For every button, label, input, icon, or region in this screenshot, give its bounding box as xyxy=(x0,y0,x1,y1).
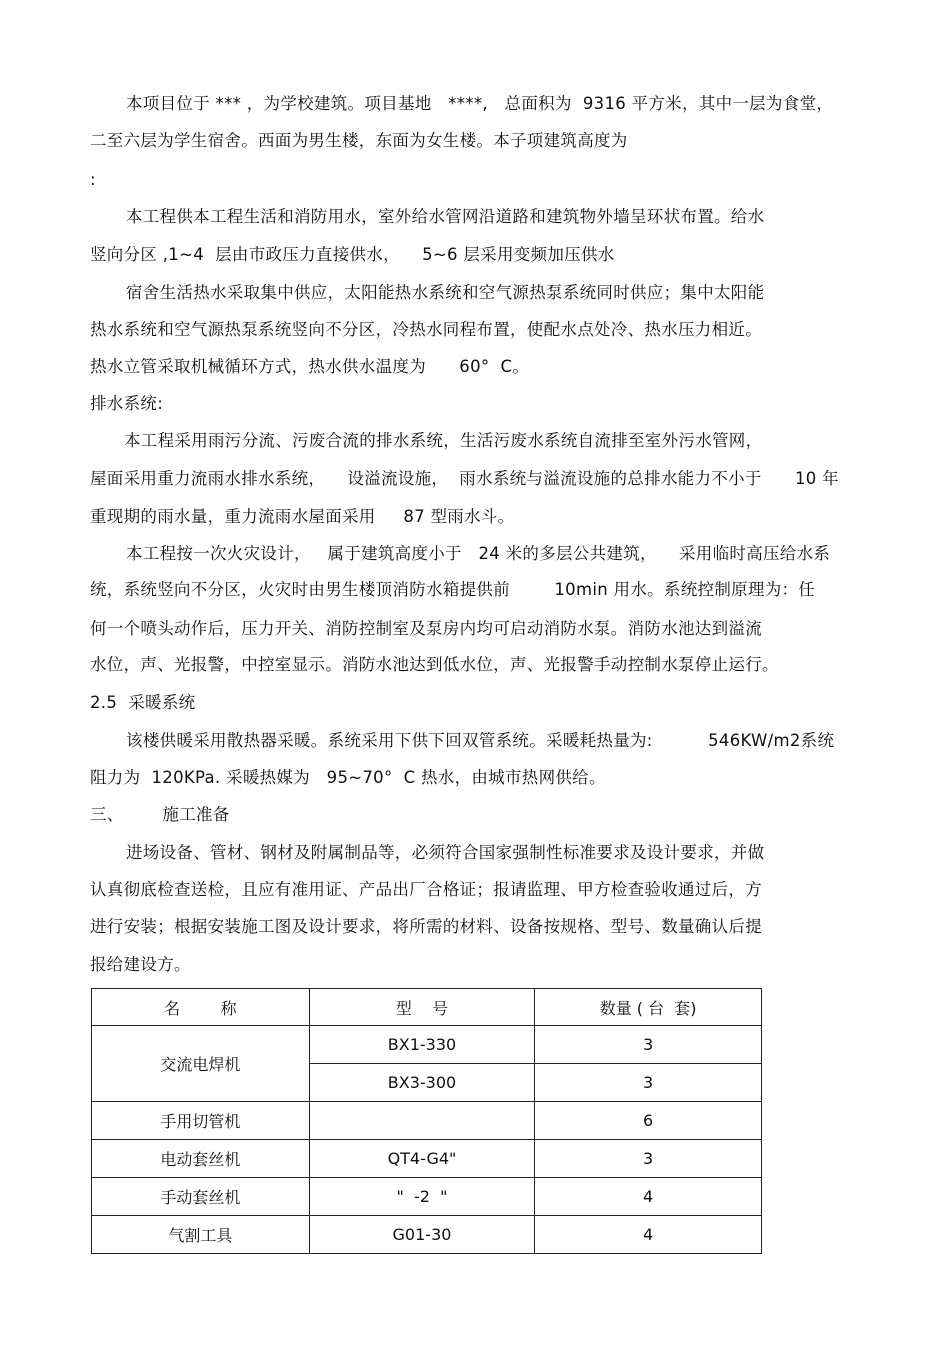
table-header-row xyxy=(92,989,762,1026)
cell-quantity: 6 xyxy=(535,1102,762,1140)
paragraph-line: 竖向分区 ,1~4 层由市政压力直接供水， 5~6 层采用变频加压供水 xyxy=(90,245,615,264)
paragraph-line: 重现期的雨水量，重力流雨水屋面采用 87 型雨水斗。 xyxy=(90,507,515,526)
cell-model: G01-30 xyxy=(309,1216,535,1254)
cell-name: 手动套丝机 xyxy=(92,1178,310,1216)
paragraph-line: 水位，声、光报警，中控室显示。消防水池达到低水位，声、光报警手动控制水泵停止运行。 xyxy=(90,655,779,674)
cell-model: " -2 " xyxy=(309,1178,535,1216)
section-heading-drainage: 排水系统: xyxy=(90,394,164,413)
paragraph-line: 进行安装；根据安装施工图及设计要求，将所需的材料、设备按规格、型号、数量确认后提 xyxy=(90,917,762,936)
paragraph-line: 统，系统竖向不分区，火灾时由男生楼顶消防水箱提供前 10min 用水。系统控制原理为：任 xyxy=(90,580,816,599)
cell-quantity: 4 xyxy=(535,1178,762,1216)
cell-name: 交流电焊机 xyxy=(92,1026,310,1102)
paragraph-line: 该楼供暖采用散热器采暖。系统采用下供下回双管系统。采暖耗热量为: 546KW/m2系统 xyxy=(126,731,835,750)
paragraph-line: 报给建设方。 xyxy=(90,955,191,974)
paragraph-line: 本工程按一次火灾设计， 属于建筑高度小于 24 米的多层公共建筑， 采用临时高压给水系 xyxy=(126,544,831,563)
cell-model: QT4-G4" xyxy=(309,1140,535,1178)
paragraph-line: 宿舍生活热水采取集中供应，太阳能热水系统和空气源热泵系统同时供应；集中太阳能 xyxy=(126,283,765,302)
cell-name: 气割工具 xyxy=(92,1216,310,1254)
paragraph-line: 二至六层为学生宿舍。西面为男生楼，东面为女生楼。本子项建筑高度为 xyxy=(90,131,628,150)
cell-model xyxy=(309,1102,535,1140)
cell-model: BX3-300 xyxy=(309,1064,535,1102)
cell-quantity: 4 xyxy=(535,1216,762,1254)
paragraph-line: 本工程供本工程生活和消防用水，室外给水管网沿道路和建筑物外墙呈环状布置。给水 xyxy=(126,207,765,226)
header-name: 名 称 xyxy=(92,989,310,1026)
paragraph-line: 何一个喷头动作后，压力开关、消防控制室及泵房内均可启动消防水泵。消防水池达到溢流 xyxy=(90,619,762,638)
header-quantity: 数量 ( 台 套) xyxy=(535,989,762,1026)
table-row xyxy=(92,1140,762,1178)
table-row xyxy=(92,1178,762,1216)
paragraph-line: 认真彻底检查送检，且应有准用证、产品出厂合格证；报请监理、甲方检查验收通过后，方 xyxy=(90,880,762,899)
section-heading-heating: 2.5 采暖系统 xyxy=(90,693,196,712)
paragraph-line: : xyxy=(90,170,96,189)
paragraph-line: 热水系统和空气源热泵系统竖向不分区，冷热水同程布置，使配水点处冷、热水压力相近。 xyxy=(90,320,762,339)
header-model: 型 号 xyxy=(309,989,535,1026)
cell-model: BX1-330 xyxy=(309,1026,535,1064)
section-heading-preparation: 三、 施工准备 xyxy=(90,805,230,824)
table-row xyxy=(92,1026,762,1064)
cell-quantity: 3 xyxy=(535,1026,762,1064)
cell-quantity: 3 xyxy=(535,1064,762,1102)
paragraph-line: 本工程采用雨污分流、污废合流的排水系统，生活污废水系统自流排至室外污水管网， xyxy=(124,431,763,450)
equipment-table xyxy=(91,988,762,1254)
paragraph-line: 本项目位于 *** ，为学校建筑。项目基地 ****, 总面积为 9316 平方米，其中一层为食堂， xyxy=(126,94,834,113)
table-row xyxy=(92,1216,762,1254)
cell-quantity: 3 xyxy=(535,1140,762,1178)
paragraph-line: 热水立管采取机械循环方式，热水供水温度为 60° C。 xyxy=(90,357,530,376)
paragraph-line: 阻力为 120KPa. 采暖热媒为 95~70° C 热水，由城市热网供给。 xyxy=(90,768,606,787)
paragraph-line: 屋面采用重力流雨水排水系统， 设溢流设施， 雨水系统与溢流设施的总排水能力不小于 10 年 xyxy=(90,469,839,488)
cell-name: 电动套丝机 xyxy=(92,1140,310,1178)
paragraph-line: 进场设备、管材、钢材及附属制品等，必须符合国家强制性标准要求及设计要求，并做 xyxy=(126,843,765,862)
cell-name: 手用切管机 xyxy=(92,1102,310,1140)
table-row xyxy=(92,1102,762,1140)
